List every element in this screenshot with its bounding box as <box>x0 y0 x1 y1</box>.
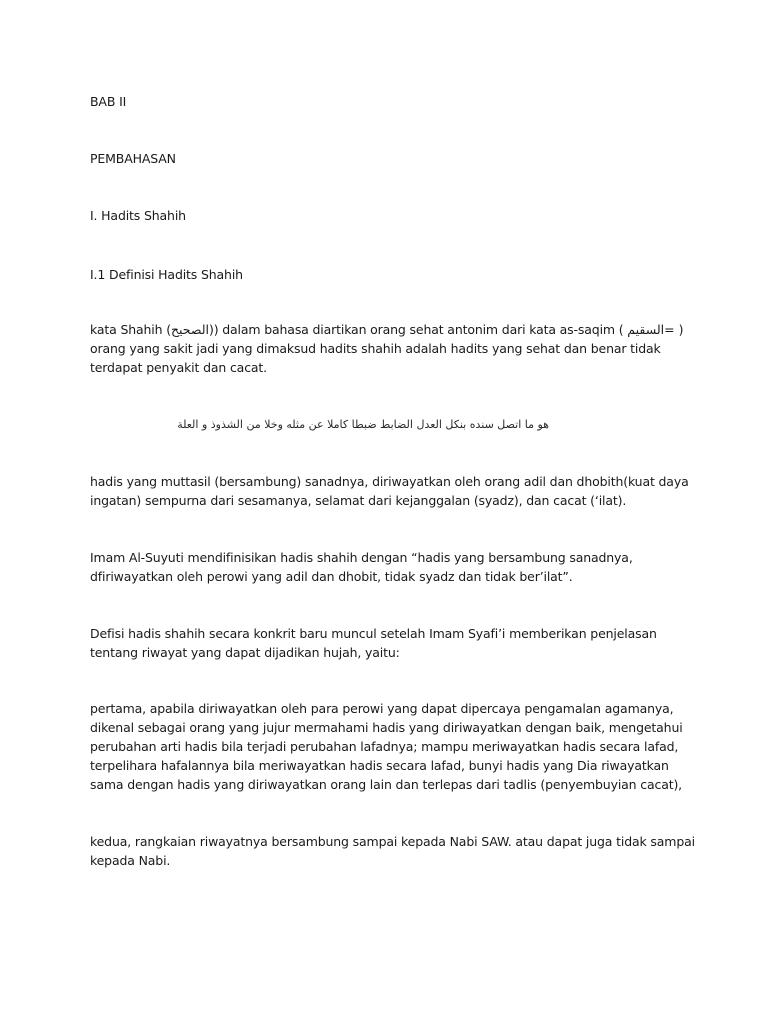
paragraph-pertama: pertama, apabila diriwayatkan oleh para perowi yang dapat dipercaya pengamalan agamanya, dikenal sebagai orang yang jujur mermahami hadis yang diriwayatkan dengan baik, mengetahui perubahan arti hadis bila terjadi perubahan lafadnya; mampu meriwayatkan hadis secara lafad, terpelihara hafalannya bila meriwayatkan hadis secara lafad, bunyi hadis yang Dia riwayatkan sama dengan hadis yang diriwayatkan orang lain dan terlepas dari tadlis (penyembuyian cacat), <box>90 701 683 792</box>
paragraph-muttasil: hadis yang muttasil (bersambung) sanadnya, diriwayatkan oleh orang adil dan dhobith(kuat daya ingatan) sempurna dari sesamanya, selamat dari kejanggalan (syadz), dan cacat (‘ilat). <box>90 474 689 508</box>
document-body <box>90 92 705 870</box>
paragraph-suyuti: Imam Al-Suyuti mendifinisikan hadis shahih dengan “hadis yang bersambung sanadnya, dfiriwayatkan oleh perowi yang adil dan dhobit, tidak syadz dan tidak ber’ilat”. <box>90 550 633 584</box>
chapter-title: PEMBAHASAN <box>90 151 176 166</box>
chapter-number: BAB II <box>90 94 127 109</box>
paragraph-kata-shahih: kata Shahih (الصحيح)) dalam bahasa diartikan orang sehat antonim dari kata as-saqim ( السقيم= ) orang yang sakit jadi yang dimaksud hadits shahih adalah hadits yang sehat dan benar tidak terdapat penyakit dan cacat. <box>90 322 684 375</box>
paragraph-kedua: kedua, rangkaian riwayatnya bersambung sampai kepada Nabi SAW. atau dapat juga tidak sampai kepada Nabi. <box>90 834 695 868</box>
subsection-heading: I.1 Definisi Hadits Shahih <box>90 267 243 282</box>
arabic-definition-text: هو ما اتصل سنده بنكل العدل الضابط ضبطا كاملا عن مثله وخلا من الشذوذ و العلة <box>177 418 549 431</box>
paragraph-defisi: Defisi hadis shahih secara konkrit baru muncul setelah Imam Syafi’i memberikan penjelasan tentang riwayat yang dapat dijadikan hujah, yaitu: <box>90 626 657 660</box>
section-heading: I. Hadits Shahih <box>90 208 186 223</box>
